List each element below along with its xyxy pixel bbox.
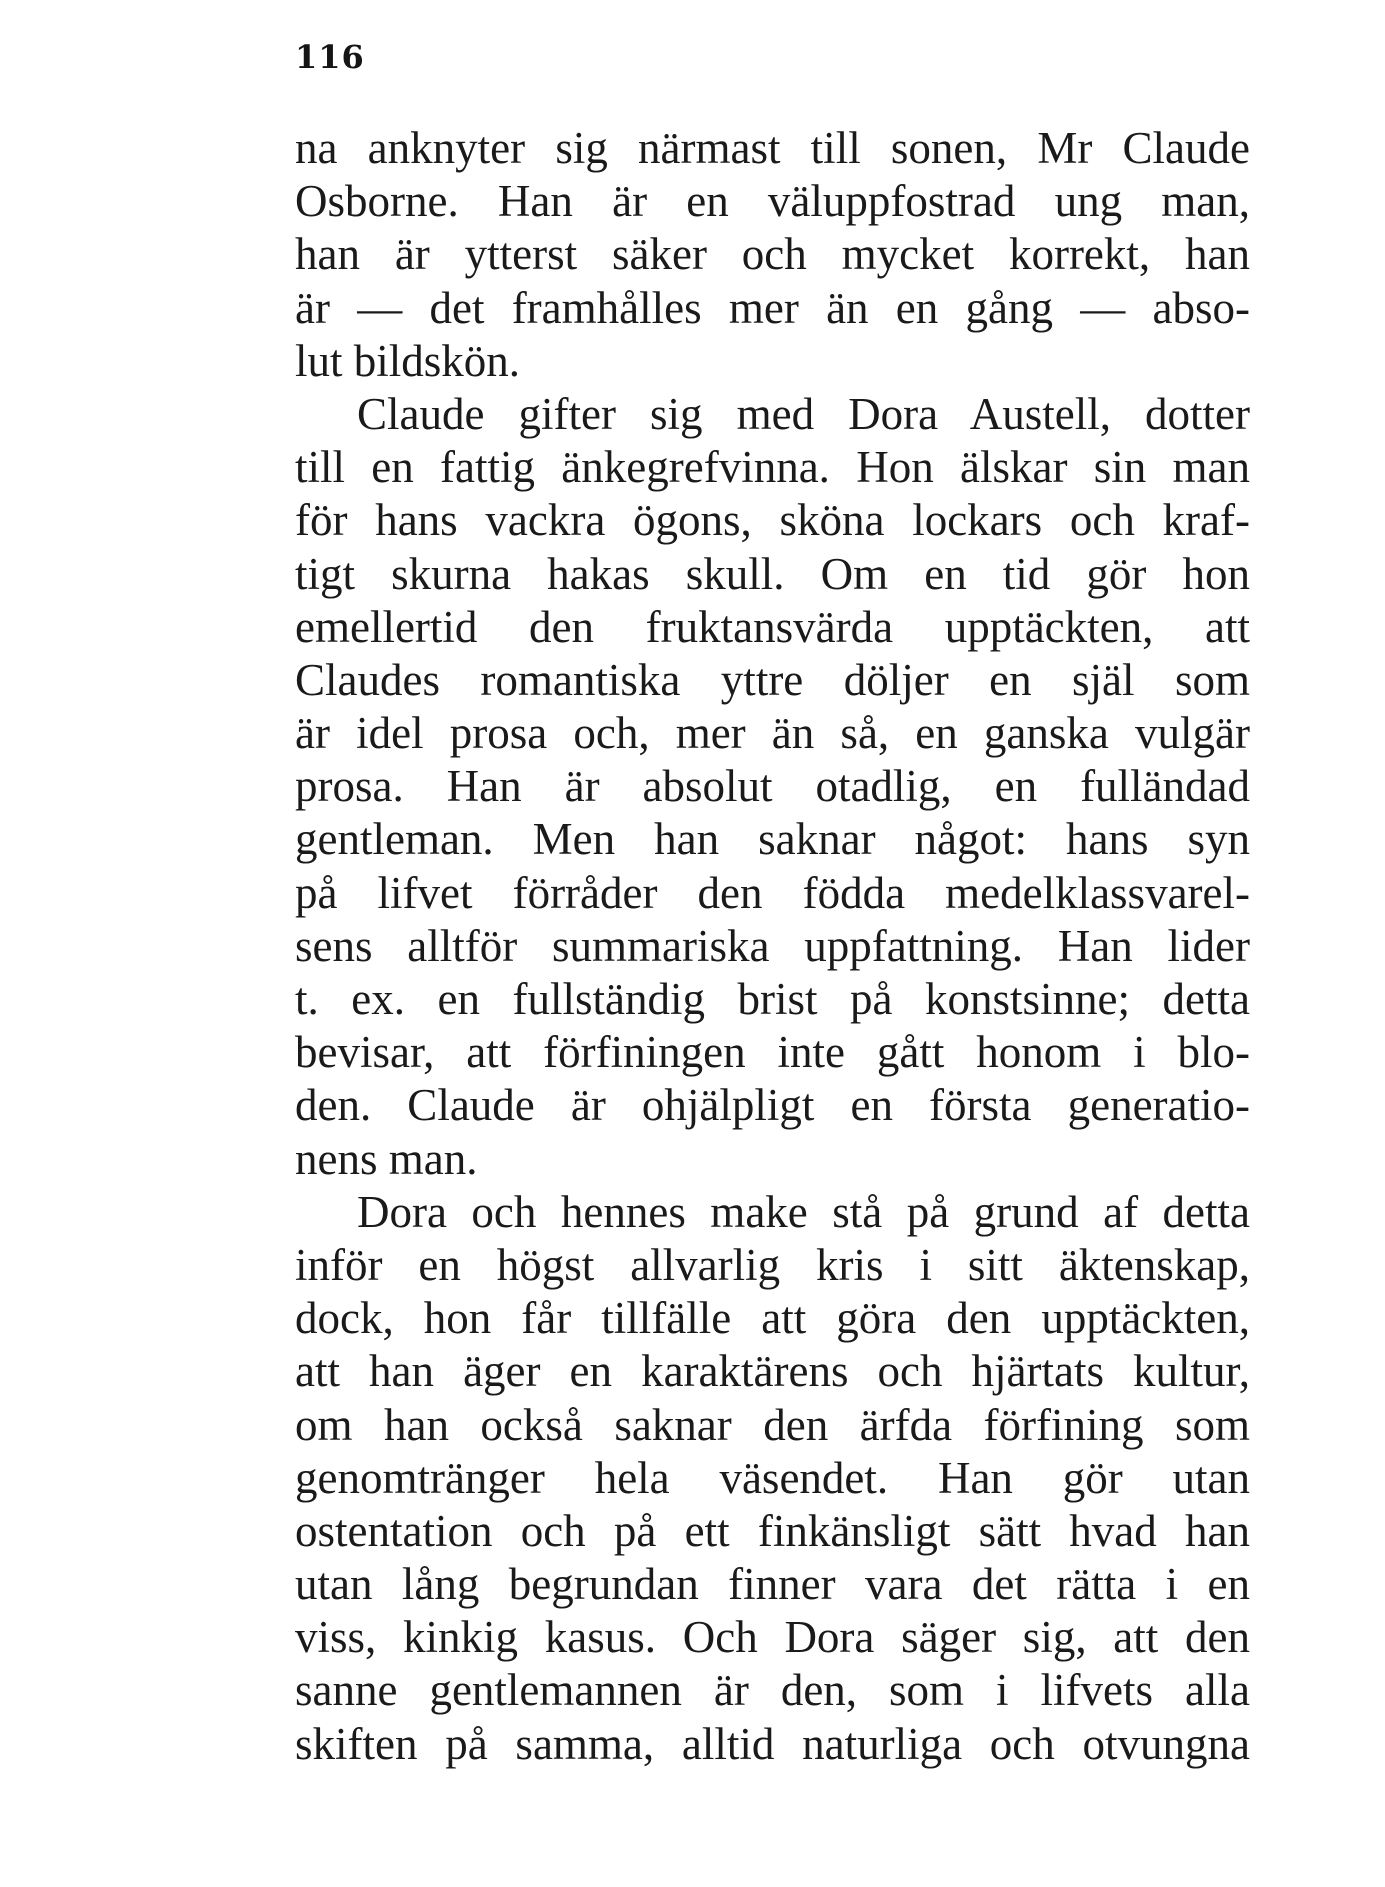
text-line: emellertid den fruktansvärda upptäckten, att <box>295 601 1250 652</box>
text-line: han är ytterst säker och mycket korrekt, han <box>295 229 1250 280</box>
text-line: Claudes romantiska yttre döljer en själ som <box>295 654 1250 705</box>
text-line: tigt skurna hakas skull. Om en tid gör hon <box>295 548 1250 599</box>
text-line: är — det framhålles mer än en gång — abso- <box>295 282 1250 333</box>
text-line: ostentation och på ett finkänsligt sätt hvad han <box>295 1505 1250 1556</box>
text-line: att han äger en karaktärens och hjärtats kultur, <box>295 1346 1250 1397</box>
text-line: utan lång begrundan finner vara det rätta i en <box>295 1559 1250 1610</box>
text-line: skiften på samma, alltid naturliga och otvungna <box>295 1718 1250 1769</box>
text-line: Dora och hennes make stå på grund af detta <box>357 1186 1250 1237</box>
text-line: för hans vackra ögons, sköna lockars och kraf- <box>295 495 1250 546</box>
text-line: Osborne. Han är en väluppfostrad ung man, <box>295 176 1250 227</box>
page-number: 116 <box>295 38 365 76</box>
text-line: sanne gentlemannen är den, som i lifvets alla <box>295 1665 1250 1716</box>
text-line: gentleman. Men han saknar något: hans syn <box>295 814 1250 865</box>
text-line: prosa. Han är absolut otadlig, en fulländad <box>295 761 1250 812</box>
text-line: lut bildskön. <box>295 335 521 386</box>
body-text <box>295 122 1250 1771</box>
text-line: till en fattig änkegrefvinna. Hon älskar sin man <box>295 442 1250 493</box>
text-line: den. Claude är ohjälpligt en första generatio- <box>295 1080 1250 1131</box>
text-line: dock, hon får tillfälle att göra den upptäckten, <box>295 1293 1250 1344</box>
text-line: Claude gifter sig med Dora Austell, dotter <box>357 388 1250 439</box>
text-line: bevisar, att förfiningen inte gått honom i blo- <box>295 1027 1250 1078</box>
text-line: på lifvet förråder den födda medelklassvarel- <box>295 867 1250 918</box>
text-line: viss, kinkig kasus. Och Dora säger sig, att den <box>295 1612 1250 1663</box>
text-line: t. ex. en fullständig brist på konstsinne; detta <box>295 974 1250 1024</box>
text-line: inför en högst allvarlig kris i sitt äktenskap, <box>295 1239 1250 1290</box>
text-line: om han också saknar den ärfda förfining som <box>295 1399 1250 1450</box>
text-line: är idel prosa och, mer än så, en ganska vulgär <box>295 708 1250 759</box>
text-line: nens man. <box>295 1133 478 1184</box>
text-line: na anknyter sig närmast till sonen, Mr Claude <box>295 123 1250 173</box>
text-line: sens alltför summariska uppfattning. Han lider <box>295 920 1250 971</box>
text-line: genomtränger hela väsendet. Han gör utan <box>295 1452 1250 1503</box>
